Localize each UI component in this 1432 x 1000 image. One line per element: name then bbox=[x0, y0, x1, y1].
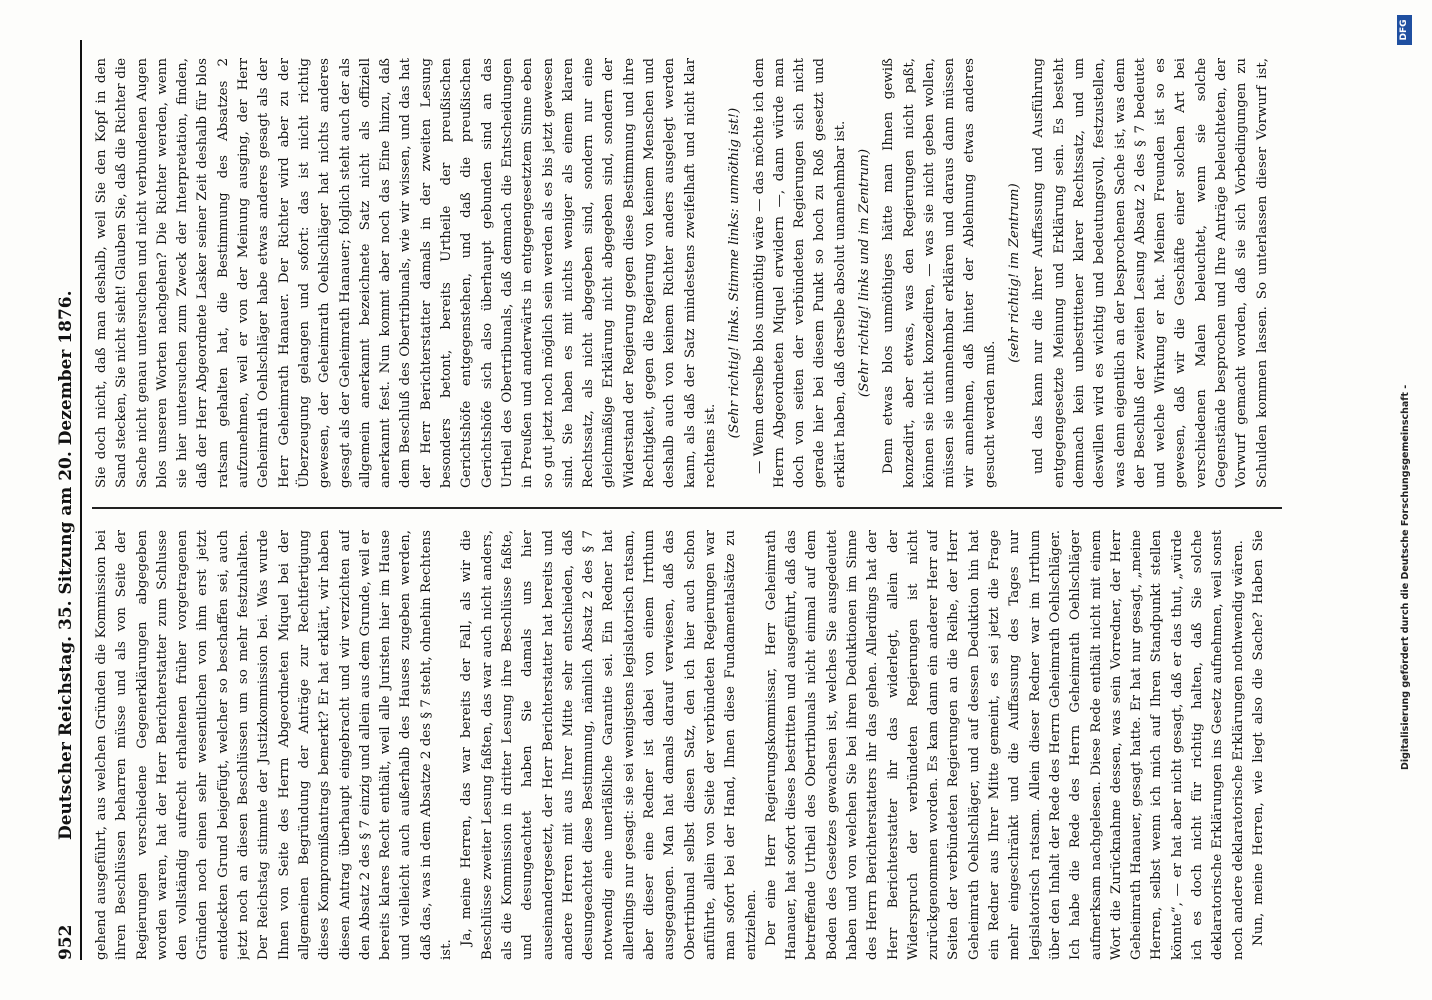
left-column bbox=[92, 530, 1272, 960]
column-divider bbox=[92, 507, 1282, 509]
interjection: (sehr richtig! im Zentrum) bbox=[1007, 183, 1023, 363]
digitization-credit: Digitalisierung gefördert durch die Deutsche Forschungsgemeinschaft - bbox=[1400, 384, 1411, 770]
paragraph: und das kann nur die ihrer Auffassung und Ausführung entgegengesetzte Meinung und Erklärung sein. Es besteht demnach kein unbestrittener klarer Rechtssatz, und um deswillen wird es wichtig und bedeutungsvoll, festzustellen, was denn eigentlich an der besprochenen Sache ist, was denn der Beschluß der zweiten Lesung Absatz 2 des § 7 bedeutet und welche Wirkung er hat. Meinen Freunden ist so es gewesen, daß wir die Geschäfte einer solchen Art bei verschiedenen Malen beleuchtet, wenn sie solche Gegenstände besprochen und Ihre Anträge beleuchteten, der Vorwurf gemacht worden, daß sie sich Vorbedingungen zu Schulden kommen lassen. So unterlassen dieser Vorwurf ist, bbox=[1031, 58, 1270, 488]
paragraph: Der eine Herr Regierungskommissar, Herr Geheimrath Hanauer, hat sofort dieses bestritten und ausgeführt, daß das betreffende Urtheil des Obertribunals nicht einmal auf dem Boden des Gesetzes gewachsen ist, welches Sie ausgedeutet haben und von welchen Sie bei ihren Deduktionen im Sinne des Herrn Berichterstatters ihr das gehen. Allerdings hat der Herr Berichterstatter ihr das widerlegt, allein der Widerspruch der verbündeten Regierungen ist nicht zurückgenommen worden. Es kam dann ein anderer Herr auf Seiten der verbündeten Regierungen an die Reihe, der Herr Geheimrath Oehlschläger, und auf dessen Deduktion hin hat ein Redner aus Ihrer Mitte gemeint, es sei jetzt die Frage mehr eingeschränkt und die Auffassung des Tages nur legislatorisch ratsam. Allein dieser Redner war im Irrthum über den Inhalt der Rede des Herrn Geheimrath Oehlschläger. Ich habe die Rede des Herrn Geheimrath Oehlschläger aufmerksam nachgelesen. Diese Rede enthält nicht mit einem Wort die Zurücknahme dessen, was sein Vorredner, der Herr Geheimrath Hanauer, gesagt hatte. Er hat nur gesagt, „meine Herren, selbst wenn ich mich auf Ihren Standpunkt stellen könnte“, — er hat aber nicht gesagt, daß er das thut, „würde ich es doch nicht für richtig halten, daß Sie solche deklaratorische Erklärungen ins Gesetz aufnehmen, weil sonst noch andere deklaratorische Erklärungen nothwendig wären. bbox=[763, 530, 1246, 960]
paragraph: Sie doch nicht, daß man deshalb, weil Sie den Kopf in den Sand stecken, Sie nicht sieht! Glauben Sie, daß die Richter die Sache nicht genau untersuchen und nicht verbundenen Augen blos unseren Worten nachgehen? Die Richter werden, wenn sie hier untersuchen zum Zweck der Interpretation, finden, daß der Herr Abgeordnete Lasker seiner Zeit deshalb für blos ratsam gehalten hat, die Bestimmung des Absatzes 2 aufzunehmen, weil er von der Meinung ausging, der Herr Geheimrath Oehlschläger habe etwas anderes gesagt als der Herr Geheimrath Hanauer. Der Richter wird aber zu der Überzeugung gelangen und sofort: das ist nicht richtig gewesen, der Geheimrath Oehlschläger hat nichts anderes gesagt als der Geheimrath Hanauer; folglich steht auch der als allgemein anerkannt bezeichnete Satz nicht als offiziell anerkannt fest. Nun kommt aber noch das Eine hinzu, daß dem Beschluß des Obertribunals, wie wir wissen, und das hat der Herr Berichterstatter damals in der zweiten Lesung besonders betont, bereits Urtheile der preußischen Gerichtshöfe entgegenstehen, und daß die preußischen Gerichtshöfe sich also überhaupt gebunden sind an das Urtheil des Obertribunals, daß demnach die Entscheidungen in Preußen und anderwärts in entgegengesetztem Sinne eben so gut jetzt noch möglich sein werden als es bis jetzt gewesen sind. Sie haben es mit nichts weniger als einem klaren Rechtssatz, als nicht abgegeben sind, sondern nur eine gleichmäßige Erklärung nicht abgegeben sind, sondern der Widerstand der Regierung gegen diese Bestimmung und ihre Rechtigkeit, gegen die Regierung von keinem Menschen und deshalb auch von keinem Richter anders ausgelegt werden kann, als daß der Satz mindestens zweifelhaft und nicht klar rechtens ist. bbox=[94, 58, 718, 488]
interjection: (Sehr richtig! links und im Zentrum) bbox=[856, 148, 872, 398]
paragraph: Denn etwas blos unmöthiges hätte man Ihnen gewiß konzedirt, aber etwas, was den Regierungen nicht paßt, können sie nicht konzediren, — was sie nicht geben wollen, müssen sie unannehmbar erklären und daraus dann müssen wir annehmen, daß hinter der Ablehnung etwas anderes gesucht werden muß. bbox=[881, 58, 998, 488]
paragraph: gehend ausgeführt, aus welchen Gründen die Kommission bei ihren Beschlüssen beharren müsse und als von Seite der Regierungen verschiedene Gegenerklärungen abgegeben worden waren, hat der Herr Berichterstatter zum Schlusse den vollständig aufrecht erhaltenen früher vorgetragenen Gründen noch einen sehr wesentlichen von ihm erst jetzt entdeckten Grund beigefügt, welcher so beschaffen sei, auch jetzt noch an diesen Beschlüssen um so mehr festzuhalten. Der Reichstag stimmte der Justizkommission bei. Was wurde Ihnen von Seite des Herrn Abgeordneten Miquel bei der allgemeinen Begründung der Anträge zur Rechtfertigung dieses Kompromißantrags bemerkt? Er hat erklärt, wir haben diesen Antrag überhaupt eingebracht und wir verzichten auf den Absatz 2 des § 7 einzig und allein aus dem Grunde, weil er bereits klares Recht enthält, weil alle Juristen hier im Hause und vielleicht auch außerhalb des Hauses zugeben werden, daß das, was in dem Absatze 2 des § 7 steht, ohnehin Rechtens ist. bbox=[94, 530, 455, 960]
header-rule bbox=[80, 40, 82, 960]
page-header bbox=[56, 40, 84, 960]
paragraph: Nun, meine Herren, wie liegt also die Sache? Haben Sie bbox=[1250, 530, 1266, 946]
paragraph: — Wenn derselbe blos unmöthig wäre — das möchte ich dem Herrn Abgeordneten Miquel erwidern —, dann würde man doch von seiten der verbündeten Regierungen sich nicht gerade hier bei diesem Punkt so hoch zu Roß gesetzt und erklärt haben, daß derselbe absolut unannehmbar ist. bbox=[751, 58, 848, 488]
right-column bbox=[92, 58, 1272, 488]
paragraph: Ja, meine Herren, das war bereits der Fall, als wir die Beschlüsse zweiter Lesung faßten, das war auch nicht anders, als die Kommission in dritter Lesung ihre Beschlüsse faßte, und desungeachtet haben Sie damals uns hier auseinandergesetzt, der Herr Berichterstatter hat bereits und andere Herren mit aus Ihrer Mitte sehr entschieden, daß desungeachtet diese Bestimmung, nämlich Absatz 2 des § 7 notwendig eine unerläßliche Garantie sei. Ein Redner hat allerdings nur gesagt: sie sei wenigstens legislatorisch ratsam, aber dieser eine Redner ist dabei von einem Irrthum ausgegangen. Man hat damals darauf verwiesen, daß das Obertribunal selbst diesen Satz, den ich hier auch schon anführte, allein von Seite der verbündeten Regierungen war man sofort bei der Hand, Ihnen diese Fundamentalsätze zu entziehen. bbox=[459, 530, 759, 960]
page-title: Deutscher Reichstag. 35. Sitzung am 20. Dezember 1876. bbox=[56, 290, 76, 840]
dfg-logo: DFG bbox=[1397, 15, 1412, 45]
page-number: 952 bbox=[56, 924, 76, 960]
interjection: (Sehr richtig! links. Stimme links: unmöthig ist!) bbox=[727, 107, 743, 439]
